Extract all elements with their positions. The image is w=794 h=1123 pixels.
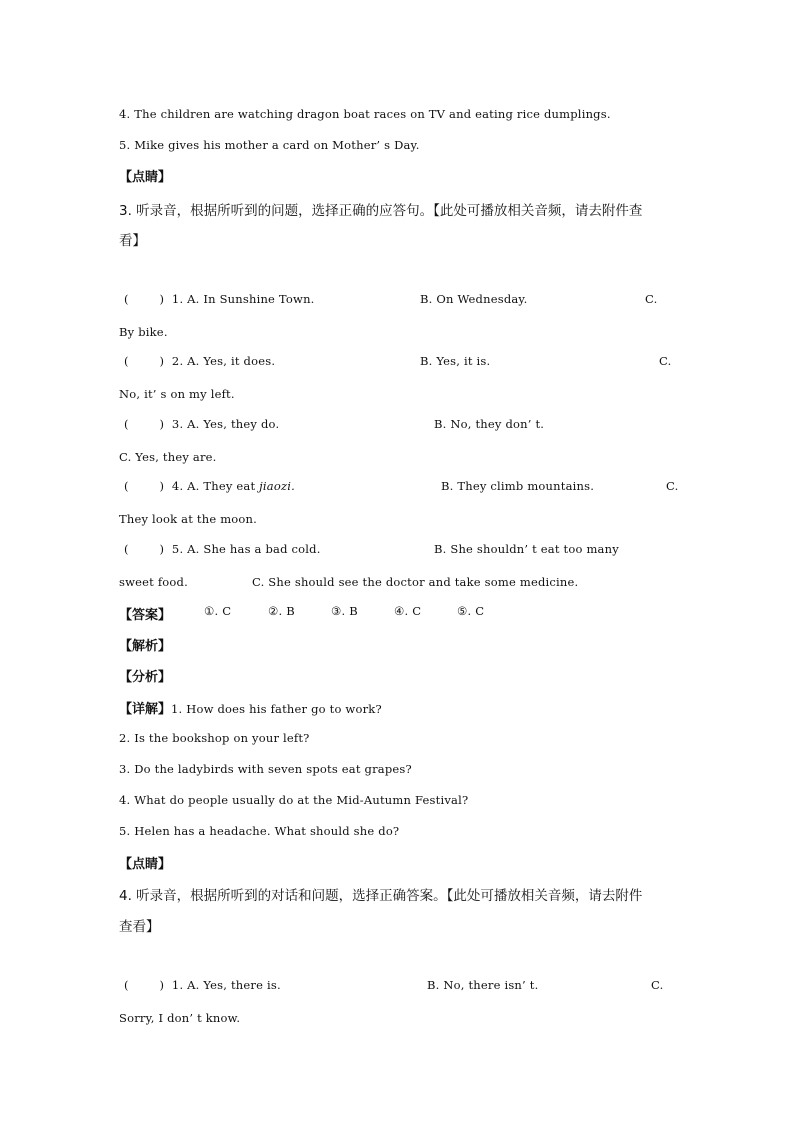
question-5-option-b: B. She shouldn’ t eat too many (434, 542, 619, 556)
detail-question-3: 3. Do the ladybirds with seven spots eat grapes? (119, 762, 412, 776)
s4-question-1-option-c: Sorry, I don’ t know. (119, 1011, 241, 1025)
s4-question-1-option-a: ( ) 1. A. Yes, there is. (124, 978, 281, 992)
tip-label-2: 【点睛】 (119, 857, 172, 872)
sentence-4: 4. The children are watching dragon boat races on TV and eating rice dumplings. (119, 107, 611, 121)
detail-line-1 (119, 698, 382, 718)
s4-question-1-option-c-label: C. (651, 978, 664, 992)
answer-5: ⑤. C (457, 604, 485, 618)
question-4-option-c: They look at the moon. (119, 512, 258, 526)
detail-question-4: 4. What do people usually do at the Mid-Autumn Festival? (119, 793, 469, 807)
fenxi-label: 【分析】 (119, 670, 172, 685)
question-5-option-a: ( ) 5. A. She has a bad cold. (124, 542, 321, 556)
sentence-5: 5. Mike gives his mother a card on Mother’ s Day. (119, 138, 420, 152)
tip-label: 【点睛】 (119, 170, 172, 185)
question-1-option-c: By bike. (119, 325, 168, 339)
question-1-option-c-label: C. (645, 292, 658, 306)
question-1-option-b: B. On Wednesday. (420, 292, 528, 306)
question-2-option-b: B. Yes, it is. (420, 354, 491, 368)
question-2-option-c: No, it’ s on my left. (119, 387, 235, 401)
section-4-instruction-cont: 查看】 (119, 919, 160, 935)
answer-4: ④. C (394, 604, 422, 618)
question-4-option-b: B. They climb mountains. (441, 479, 595, 493)
answer-3: ③. B (331, 604, 358, 618)
s4-question-1-option-b: B. No, there isn’ t. (427, 978, 539, 992)
detail-question-2: 2. Is the bookshop on your left? (119, 731, 310, 745)
question-4-option-c-label: C. (666, 479, 679, 493)
question-3-option-c: C. Yes, they are. (119, 450, 217, 464)
question-2-option-c-label: C. (659, 354, 672, 368)
question-4-option-a (124, 479, 295, 493)
question-5-option-c: C. She should see the doctor and take some medicine. (252, 575, 579, 589)
answer-label: 【答案】 (119, 608, 172, 623)
section-4-instruction: 4. 听录音，根据所听到的对话和问题，选择正确答案。【此处可播放相关音频，请去附件 (119, 888, 643, 904)
section-3-instruction-cont: 看】 (119, 233, 146, 249)
answer-1: ①. C (204, 604, 232, 618)
question-3-option-a: ( ) 3. A. Yes, they do. (124, 417, 280, 431)
question-4-option-a-text: ( ) 4. A. They eat (124, 479, 260, 493)
question-3-option-b: B. No, they don’ t. (434, 417, 545, 431)
analysis-label: 【解析】 (119, 639, 172, 654)
section-3-instruction: 3. 听录音，根据所听到的问题，选择正确的应答句。【此处可播放相关音频，请去附件查 (119, 203, 643, 219)
question-2-option-a: ( ) 2. A. Yes, it does. (124, 354, 276, 368)
detail-question-1: 1. How does his father go to work? (171, 702, 382, 716)
detail-question-5: 5. Helen has a headache. What should she do? (119, 824, 400, 838)
answer-2: ②. B (268, 604, 295, 618)
question-5-option-b-cont: sweet food. (119, 575, 188, 589)
question-1-option-a: ( ) 1. A. In Sunshine Town. (124, 292, 315, 306)
detail-label: 【详解】 (119, 702, 172, 717)
jiaozi-word: jiaozi. (259, 479, 295, 493)
